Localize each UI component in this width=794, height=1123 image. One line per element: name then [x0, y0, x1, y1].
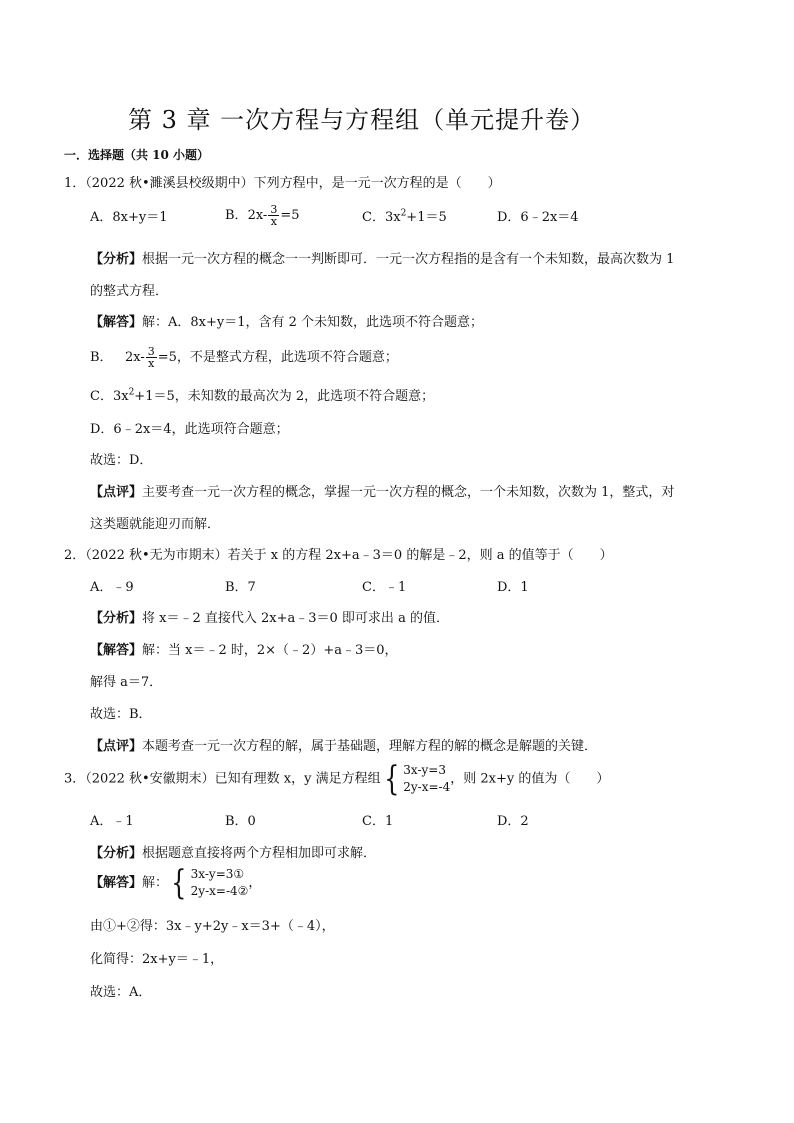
equation-system	[168, 863, 249, 903]
analysis-line: 的整式方程．	[90, 284, 169, 299]
answer-line: 解得 a＝7．	[90, 675, 163, 690]
answer-line	[90, 387, 434, 407]
formula-part: =5	[280, 208, 300, 223]
question-source: （2022 秋•濉溪县校级期中）	[85, 176, 254, 191]
comment-tag: 【点评】	[90, 485, 143, 500]
option-c	[362, 208, 447, 228]
page-title: 第 3 章 一次方程与方程组（单元提升卷）	[128, 106, 596, 134]
answer-text: =5，不是整式方程，此选项不符合题意；	[157, 350, 398, 365]
comment-text: 主要考查一元一次方程的概念，掌握一元一次方程的概念，一个未知数，次数为 1，整式，对	[142, 485, 675, 500]
answer-text: ，	[248, 875, 262, 891]
answer-tag: 【解答】	[90, 643, 143, 658]
question-number: 3．	[64, 771, 86, 787]
analysis-tag: 【分析】	[90, 611, 143, 626]
section-header: 一．选择题（共 10 小题）	[64, 148, 210, 162]
question-1-stem	[64, 174, 501, 194]
fraction-denominator: x	[148, 357, 155, 370]
answer-line	[90, 346, 398, 369]
option-b: B．0	[225, 814, 256, 829]
answer-line	[90, 863, 262, 903]
comment-line	[90, 483, 674, 503]
option-a: A．﹣1	[90, 814, 134, 829]
equation-row: 2y-x=-4	[403, 780, 451, 794]
analysis-line	[90, 609, 449, 629]
analysis-text: 根据题意直接将两个方程相加即可求解．	[142, 846, 377, 861]
answer-line	[90, 313, 483, 333]
step-line: 由①+②得：3x﹣y+2y﹣x＝3+（﹣4），	[90, 919, 335, 934]
question-2-stem	[64, 546, 613, 566]
choose-line: 故选：B．	[90, 707, 152, 722]
option-label: B．	[90, 350, 113, 365]
formula-part: 2x-	[247, 208, 268, 223]
equation-row: 3x-y=3	[403, 763, 446, 777]
option-b: B．7	[225, 580, 256, 595]
option-c: C．1	[362, 814, 394, 829]
comment-text: 本题考查一元一次方程的解，属于基础题，理解方程的解的概念是解题的关键．	[142, 739, 598, 754]
fraction-numerator: 3	[147, 345, 155, 358]
option-a: A．8x+y＝1	[90, 210, 168, 225]
option-d: D．6﹣2x＝4	[497, 210, 579, 225]
equation-row: 3x-y=3①	[190, 867, 245, 881]
formula-part: +1＝5	[406, 210, 447, 225]
answer-line: D．6﹣2x＝4，此选项符合题意；	[90, 422, 289, 437]
equation-system	[381, 759, 451, 799]
option-c: C．﹣1	[362, 580, 407, 595]
analysis-tag: 【分析】	[90, 252, 143, 267]
option-label: B．	[225, 208, 248, 223]
question-text: 已知有理数 x，y 满足方程组	[214, 771, 381, 787]
answer-text: 解：当 x＝﹣2 时，2×（﹣2）+a﹣3＝0，	[142, 643, 398, 658]
answer-tag: 【解答】	[90, 875, 143, 891]
exponent: 2	[400, 208, 407, 219]
question-source: （2022 秋•安徽期末）	[85, 771, 215, 787]
analysis-line	[90, 844, 376, 864]
analysis-text: 将 x＝﹣2 直接代入 2x+a﹣3＝0 即可求出 a 的值．	[142, 611, 449, 626]
choose-line: 故选：D．	[90, 453, 153, 468]
comment-line	[90, 737, 597, 757]
fraction	[268, 204, 279, 227]
answer-line	[90, 641, 398, 661]
formula-part: C．3x	[362, 210, 401, 225]
step-line: 化简得：2x+y＝﹣1，	[90, 952, 224, 967]
formula-part: C．3x	[90, 389, 129, 404]
formula-part: 2x-	[124, 350, 145, 365]
fraction	[146, 346, 157, 369]
question-source: （2022 秋•无为市期末）	[85, 548, 228, 563]
exponent: 2	[128, 387, 135, 398]
analysis-tag: 【分析】	[90, 846, 143, 861]
question-3-stem	[64, 759, 610, 799]
brace-icon: {	[383, 759, 400, 799]
question-text: 若关于 x 的方程 2x+a﹣3＝0 的解是﹣2，则 a 的值等于（ ）	[227, 548, 613, 563]
question-number: 1．	[64, 176, 86, 191]
answer-tag: 【解答】	[90, 315, 143, 330]
option-d: D．1	[497, 580, 529, 595]
option-b	[225, 204, 300, 227]
comment-tag: 【点评】	[90, 739, 143, 754]
comment-line: 这类题就能迎刃而解．	[90, 517, 221, 532]
answer-text: +1＝5，未知数的最高次为 2，此选项不符合题意；	[134, 389, 435, 404]
question-text: ，则 2x+y 的值为（ ）	[450, 771, 610, 787]
equation-row: 2y-x=-4②	[190, 884, 249, 898]
question-number: 2．	[64, 548, 86, 563]
choose-line: 故选：A．	[90, 985, 152, 1000]
fraction-denominator: x	[270, 215, 277, 228]
analysis-text: 根据一元一次方程的概念一一判断即可．一元一次方程指的是含有一个未知数，最高次数为 1	[142, 252, 675, 267]
answer-text: 解：	[142, 875, 169, 891]
fraction-numerator: 3	[270, 203, 278, 216]
option-d: D．2	[497, 814, 529, 829]
answer-text: 解：A．8x+y＝1，含有 2 个未知数，此选项不符合题意；	[142, 315, 484, 330]
analysis-line	[90, 250, 674, 270]
question-text: 下列方程中，是一元一次方程的是（ ）	[253, 176, 501, 191]
option-a: A．﹣9	[90, 580, 134, 595]
brace-icon: {	[171, 863, 187, 903]
